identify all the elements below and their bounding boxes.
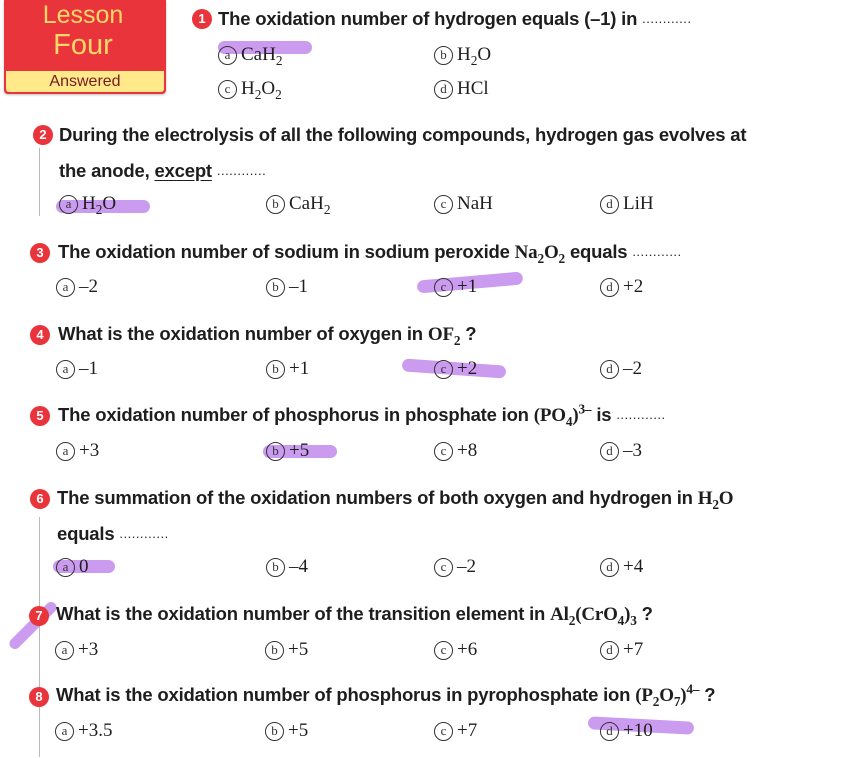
question-text-line2: the anode, except ............ <box>59 160 267 181</box>
option-d[interactable]: d +4 <box>600 556 643 578</box>
option-d[interactable]: d –3 <box>600 440 642 462</box>
option-d[interactable]: d +2 <box>600 276 643 298</box>
option-b[interactable]: b –1 <box>266 276 308 298</box>
option-a[interactable]: a 0 <box>56 556 89 578</box>
question-text-line2: equals ............ <box>57 523 169 544</box>
option-d[interactable]: d HCl <box>434 78 489 100</box>
chemical-formula: $Al_2(CrO_4)_3$ <box>550 604 637 628</box>
option-d[interactable]: d +10 <box>600 720 653 742</box>
lesson-number: Four <box>53 29 113 61</box>
lesson-header <box>4 0 166 94</box>
question-text: The oxidation number of hydrogen equals (–1) in ............ <box>218 8 692 29</box>
question-text: The summation of the oxidation numbers of both oxygen and hydrogen in $H_2O$ <box>57 487 734 512</box>
option-b[interactable]: b +1 <box>266 358 309 380</box>
option-c[interactable]: c +8 <box>434 440 477 462</box>
option-b[interactable]: b $H_2O$ <box>434 44 491 66</box>
question-text: What is the oxidation number of oxygen in $OF_2$ ? <box>58 323 477 348</box>
question-text: During the electrolysis of all the following compounds, hydrogen gas evolves at <box>59 124 747 145</box>
question-number-badge: 2 <box>33 125 53 145</box>
option-c[interactable]: c NaH <box>434 193 493 215</box>
margin-rule <box>39 517 40 757</box>
chemical-formula: $Na_2O_2$ <box>514 242 565 266</box>
option-a[interactable]: a –2 <box>56 276 98 298</box>
option-a[interactable]: a +3 <box>55 639 98 661</box>
option-a[interactable]: a +3 <box>56 440 99 462</box>
option-b[interactable]: b +5 <box>265 720 308 742</box>
option-d[interactable]: d LiH <box>600 193 654 215</box>
option-b[interactable]: b +5 <box>265 639 308 661</box>
chemical-formula: $OF_2$ <box>427 324 461 348</box>
question-number-badge: 8 <box>29 687 49 707</box>
question-text: What is the oxidation number of phosphorus in pyrophosphate ion $(P_2O_7)^{4-}$ ? <box>56 681 716 709</box>
option-a[interactable]: a –1 <box>56 358 98 380</box>
chemical-formula: $(PO_4)^{3-}$ <box>533 401 592 429</box>
question-text: The oxidation number of phosphorus in phosphate ion $(PO_4)^{3-}$ is ............ <box>58 401 666 429</box>
option-a[interactable]: a $H_2O$ <box>59 193 116 215</box>
chemical-formula: $(P_2O_7)^{4-}$ <box>635 681 700 709</box>
lesson-label: Lesson <box>42 1 124 29</box>
option-b[interactable]: b CaH$_2$ <box>266 193 330 215</box>
question-number-badge: 1 <box>192 9 212 29</box>
option-b[interactable]: b +5 <box>266 440 309 462</box>
question-text: What is the oxidation number of the transition element in $Al_2(CrO_4)_3$ ? <box>56 603 653 628</box>
question-number-badge: 4 <box>30 325 50 345</box>
option-c[interactable]: c +7 <box>434 720 477 742</box>
question-number-badge: 3 <box>30 243 50 263</box>
option-b[interactable]: b –4 <box>266 556 308 578</box>
option-a[interactable]: a CaH$_2$ <box>218 44 282 66</box>
question-text: The oxidation number of sodium in sodium peroxide $Na_2O_2$ equals ............ <box>58 241 682 266</box>
margin-rule <box>39 148 40 216</box>
chemical-formula: $H_2O$ <box>697 488 734 512</box>
question-number-badge: 7 <box>29 606 49 626</box>
option-c[interactable]: c +2 <box>434 358 477 380</box>
option-d[interactable]: d +7 <box>600 639 643 661</box>
option-a[interactable]: a +3.5 <box>55 720 112 742</box>
option-d[interactable]: d –2 <box>600 358 642 380</box>
option-c[interactable]: c –2 <box>434 556 476 578</box>
answered-badge: Answered <box>6 71 164 92</box>
question-number-badge: 5 <box>30 406 50 426</box>
option-c[interactable]: c +1 <box>434 276 477 298</box>
question-number-badge: 6 <box>30 489 50 509</box>
option-c[interactable]: c $H_2O_2$ <box>218 78 282 100</box>
option-c[interactable]: c +6 <box>434 639 477 661</box>
